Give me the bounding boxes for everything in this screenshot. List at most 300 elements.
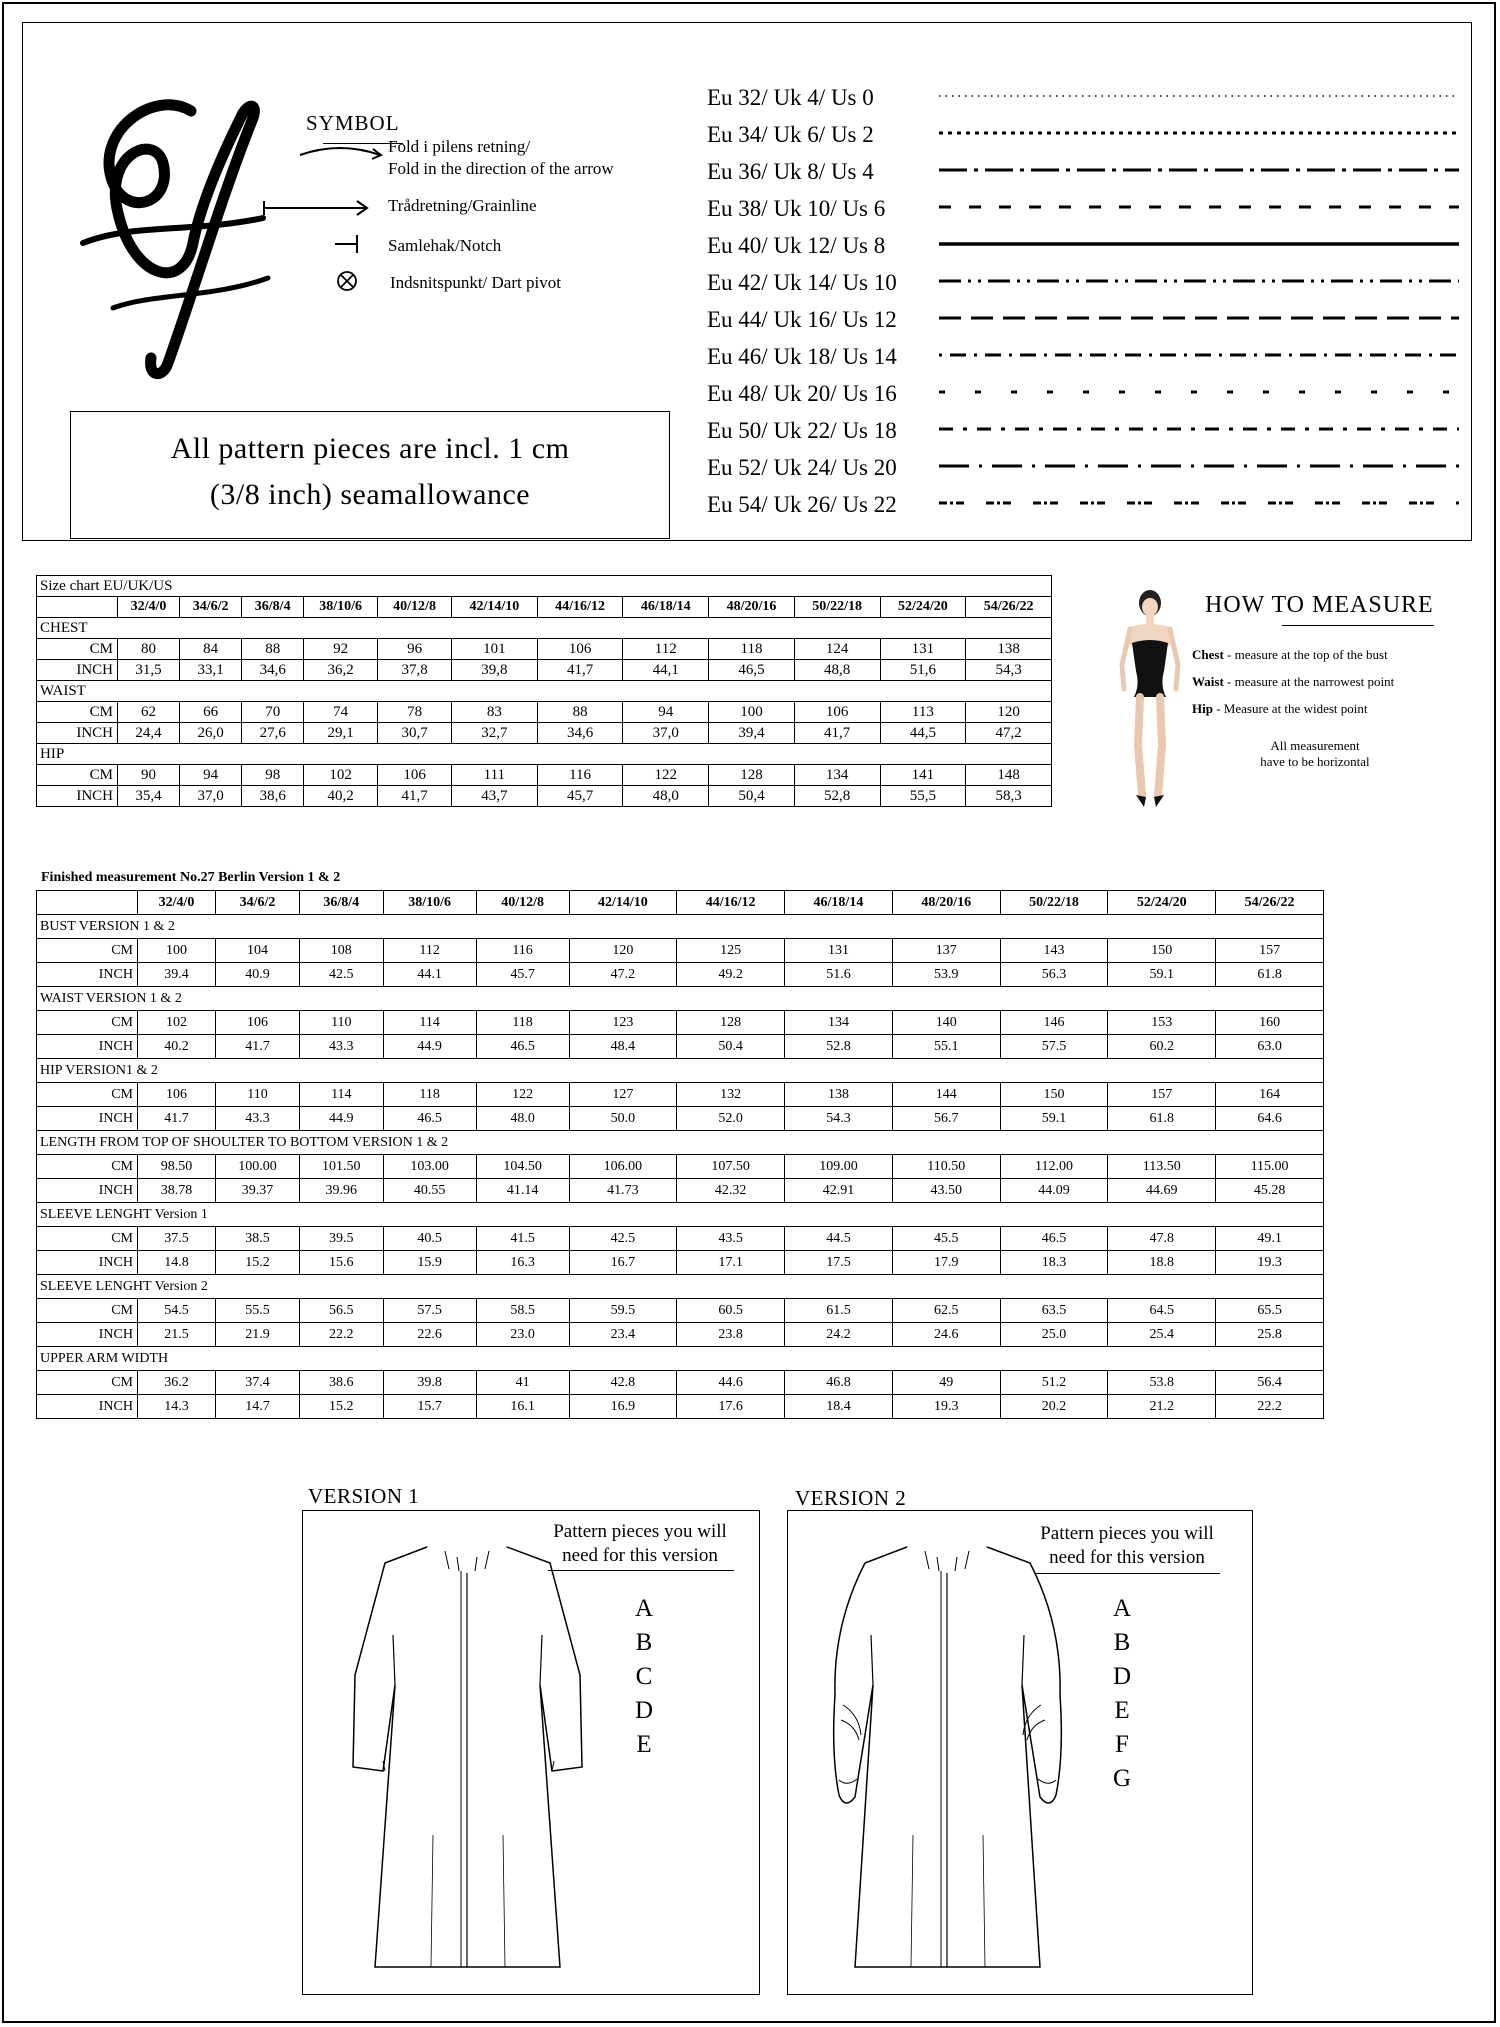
size-legend-row — [707, 377, 1467, 414]
measurement-cell: 58,3 — [966, 786, 1052, 807]
measurement-cell: 42.32 — [677, 1179, 785, 1203]
unit-label: INCH — [37, 1107, 138, 1131]
section-row — [37, 681, 1052, 702]
waist-label: Waist — [1192, 674, 1224, 689]
measurement-cell: 21.2 — [1108, 1395, 1216, 1419]
measurement-cell: 19.3 — [892, 1395, 1000, 1419]
measurement-cell: 132 — [677, 1083, 785, 1107]
size-label: Eu 34/ Uk 6/ Us 2 — [707, 122, 874, 147]
measurement-cell: 44.1 — [383, 963, 476, 987]
measurement-cell: 45.5 — [892, 1227, 1000, 1251]
table-row — [37, 786, 1052, 807]
measurement-cell: 44.6 — [677, 1371, 785, 1395]
measurement-cell: 42.5 — [299, 963, 383, 987]
unit-label: INCH — [37, 1035, 138, 1059]
measurement-cell: 134 — [785, 1011, 893, 1035]
measurement-cell: 38.6 — [299, 1371, 383, 1395]
size-legend-row — [707, 303, 1467, 340]
pattern-piece: B — [635, 1629, 653, 1656]
size-col-header: 46/18/14 — [785, 891, 893, 915]
measurement-cell: 157 — [1216, 939, 1324, 963]
size-col-header: 40/12/8 — [378, 597, 452, 618]
measurement-cell: 15.2 — [299, 1395, 383, 1419]
measurement-cell: 15.6 — [299, 1251, 383, 1275]
measurement-cell: 112 — [623, 639, 709, 660]
measurement-cell: 53.9 — [892, 963, 1000, 987]
section-row — [37, 1059, 1324, 1083]
brand-logo-icon — [73, 93, 273, 383]
size-col-header: 54/26/22 — [1216, 891, 1324, 915]
measurement-cell: 94 — [623, 702, 709, 723]
unit-label: INCH — [37, 1251, 138, 1275]
measurement-cell: 116 — [476, 939, 569, 963]
version-1-coat-illustration — [335, 1535, 600, 1980]
measurement-cell: 44.5 — [785, 1227, 893, 1251]
table-row — [37, 1323, 1324, 1347]
hip-instruction — [1192, 701, 1367, 717]
measurement-cell: 92 — [304, 639, 378, 660]
size-chart-title-row — [37, 576, 1052, 597]
measurement-cell: 131 — [785, 939, 893, 963]
hip-label: Hip — [1192, 701, 1213, 716]
waist-text: - measure at the narrowest point — [1223, 674, 1395, 689]
section-row — [37, 987, 1324, 1011]
measurement-cell: 55,5 — [880, 786, 966, 807]
pattern-piece: D — [1112, 1663, 1132, 1690]
measurement-cell: 16.1 — [476, 1395, 569, 1419]
measurement-cell: 24.6 — [892, 1323, 1000, 1347]
measurement-cell: 46.5 — [476, 1035, 569, 1059]
measurement-cell: 146 — [1000, 1011, 1108, 1035]
pieces-line-1: Pattern pieces you will — [553, 1521, 727, 1542]
pattern-piece: F — [1115, 1731, 1129, 1758]
notch-label: Samlehak/Notch — [388, 236, 502, 255]
measurement-cell: 44,5 — [880, 723, 966, 744]
measurement-cell: 20.2 — [1000, 1395, 1108, 1419]
table-row — [37, 1155, 1324, 1179]
pattern-piece: B — [1113, 1629, 1131, 1656]
measurement-cell: 49 — [892, 1371, 1000, 1395]
size-label: Eu 44/ Uk 16/ Us 12 — [707, 307, 897, 332]
table-row — [37, 1371, 1324, 1395]
measurement-cell: 34,6 — [242, 660, 304, 681]
pieces-line-1: Pattern pieces you will — [1040, 1523, 1214, 1544]
measurement-cell: 37.5 — [138, 1227, 216, 1251]
unit-label: INCH — [37, 660, 118, 681]
measurement-cell: 118 — [709, 639, 795, 660]
size-legend-row — [707, 81, 1467, 118]
measurement-cell: 98.50 — [138, 1155, 216, 1179]
measurement-cell: 46.5 — [1000, 1227, 1108, 1251]
measurement-cell: 55.5 — [216, 1299, 300, 1323]
size-col-header: 42/14/10 — [452, 597, 538, 618]
measurement-cell: 19.3 — [1216, 1251, 1324, 1275]
measurement-cell: 150 — [1000, 1083, 1108, 1107]
measurement-cell: 100 — [709, 702, 795, 723]
measurement-cell: 59.1 — [1000, 1107, 1108, 1131]
table-row — [37, 939, 1324, 963]
measurement-cell: 113 — [880, 702, 966, 723]
size-col-header: 54/26/22 — [966, 597, 1052, 618]
measurement-cell: 98 — [242, 765, 304, 786]
measurement-cell: 22.2 — [1216, 1395, 1324, 1419]
measurement-cell: 148 — [966, 765, 1052, 786]
chest-label: Chest — [1192, 647, 1224, 662]
measurement-cell: 17.6 — [677, 1395, 785, 1419]
size-col-header: 36/8/4 — [242, 597, 304, 618]
measurement-cell: 101 — [452, 639, 538, 660]
measurement-cell: 112.00 — [1000, 1155, 1108, 1179]
measurement-cell: 113.50 — [1108, 1155, 1216, 1179]
section-row — [37, 744, 1052, 765]
how-to-measure-title: HOW TO MEASURE — [1205, 592, 1434, 618]
fold-arrow-icon — [295, 141, 385, 163]
measurement-cell: 34,6 — [537, 723, 623, 744]
size-col-header: 38/10/6 — [304, 597, 378, 618]
measurement-cell: 41,7 — [537, 660, 623, 681]
size-line-style — [939, 155, 1461, 185]
measurement-cell: 60.5 — [677, 1299, 785, 1323]
measurement-cell: 41.5 — [476, 1227, 569, 1251]
measurement-cell: 47,2 — [966, 723, 1052, 744]
measurement-cell: 60.2 — [1108, 1035, 1216, 1059]
measurement-cell: 49.2 — [677, 963, 785, 987]
measurement-cell: 43.5 — [677, 1227, 785, 1251]
measurement-cell: 48,8 — [794, 660, 880, 681]
measurement-cell: 141 — [880, 765, 966, 786]
measurement-cell: 39,8 — [452, 660, 538, 681]
size-line-style — [939, 377, 1461, 407]
measurement-cell: 125 — [677, 939, 785, 963]
unit-label: CM — [37, 1299, 138, 1323]
table-row — [37, 1395, 1324, 1419]
measurement-cell: 41.14 — [476, 1179, 569, 1203]
pieces-line-2: need for this version — [562, 1545, 718, 1566]
measurement-cell: 40.2 — [138, 1035, 216, 1059]
measurement-cell: 43,7 — [452, 786, 538, 807]
measurement-cell: 40,2 — [304, 786, 378, 807]
size-col-header: 52/24/20 — [880, 597, 966, 618]
measurement-cell: 27,6 — [242, 723, 304, 744]
measurement-cell: 143 — [1000, 939, 1108, 963]
measurement-cell: 38.78 — [138, 1179, 216, 1203]
measurement-cell: 63.5 — [1000, 1299, 1108, 1323]
size-line-style — [939, 229, 1461, 259]
measurement-cell: 124 — [794, 639, 880, 660]
measurement-cell: 18.4 — [785, 1395, 893, 1419]
measurement-cell: 17.5 — [785, 1251, 893, 1275]
measurement-cell: 41,7 — [378, 786, 452, 807]
table-row — [37, 702, 1052, 723]
size-label: Eu 46/ Uk 18/ Us 14 — [707, 344, 897, 369]
unit-label: CM — [37, 1011, 138, 1035]
size-col-header: 34/6/2 — [216, 891, 300, 915]
size-legend-row — [707, 192, 1467, 229]
measurement-cell: 26,0 — [180, 723, 242, 744]
section-name: CHEST — [37, 618, 1052, 639]
measurement-cell: 44,1 — [623, 660, 709, 681]
section-name: UPPER ARM WIDTH — [37, 1347, 1324, 1371]
measurement-cell: 108 — [299, 939, 383, 963]
note-line-1: All measurement — [1270, 738, 1360, 753]
measurement-cell: 106 — [138, 1083, 216, 1107]
measurement-cell: 114 — [383, 1011, 476, 1035]
section-row — [37, 1203, 1324, 1227]
measurement-cell: 52.0 — [677, 1107, 785, 1131]
section-row — [37, 1131, 1324, 1155]
measurement-cell: 16.7 — [569, 1251, 677, 1275]
measurement-cell: 38,6 — [242, 786, 304, 807]
measurement-cell: 14.8 — [138, 1251, 216, 1275]
unit-label: CM — [37, 639, 118, 660]
measurement-cell: 31,5 — [118, 660, 180, 681]
symbol-title: SYMBOL — [306, 111, 400, 135]
measurement-cell: 40.55 — [383, 1179, 476, 1203]
section-name: HIP VERSION1 & 2 — [37, 1059, 1324, 1083]
size-line-style — [939, 118, 1461, 148]
size-chart-header-row — [37, 597, 1052, 618]
size-chart-table — [36, 575, 1052, 807]
measurement-cell: 15.2 — [216, 1251, 300, 1275]
measurement-cell: 56.5 — [299, 1299, 383, 1323]
measurement-cell: 25.4 — [1108, 1323, 1216, 1347]
measurement-cell: 104 — [216, 939, 300, 963]
measurement-cell: 48,0 — [623, 786, 709, 807]
measurement-cell: 39.5 — [299, 1227, 383, 1251]
measurement-cell: 131 — [880, 639, 966, 660]
measurement-cell: 88 — [242, 639, 304, 660]
seam-line-2: (3/8 inch) seamallowance — [209, 478, 531, 511]
table-row — [37, 1251, 1324, 1275]
measurement-cell: 43.50 — [892, 1179, 1000, 1203]
seam-allowance-note — [70, 411, 670, 539]
size-label: Eu 50/ Uk 22/ Us 18 — [707, 418, 897, 443]
size-col-header: 46/18/14 — [623, 597, 709, 618]
measurement-cell: 29,1 — [304, 723, 378, 744]
measurement-cell: 150 — [1108, 939, 1216, 963]
measurement-cell: 46.8 — [785, 1371, 893, 1395]
size-line-style — [939, 451, 1461, 481]
measurement-cell: 51,6 — [880, 660, 966, 681]
measurement-cell: 44.69 — [1108, 1179, 1216, 1203]
measurement-cell: 57.5 — [383, 1299, 476, 1323]
unit-label: INCH — [37, 1395, 138, 1419]
size-label: Eu 32/ Uk 4/ Us 0 — [707, 85, 874, 110]
measurement-cell: 127 — [569, 1083, 677, 1107]
measurement-cell: 100 — [138, 939, 216, 963]
size-col-header: 50/22/18 — [1000, 891, 1108, 915]
version-1-title: VERSION 1 — [308, 1484, 420, 1508]
measurement-cell: 48.0 — [476, 1107, 569, 1131]
measurement-cell: 137 — [892, 939, 1000, 963]
table-row — [37, 1227, 1324, 1251]
unit-label: CM — [37, 1371, 138, 1395]
size-line-style — [939, 192, 1461, 222]
measurement-cell: 128 — [709, 765, 795, 786]
measurement-cell: 54.3 — [785, 1107, 893, 1131]
measurement-cell: 144 — [892, 1083, 1000, 1107]
size-line-style — [939, 340, 1461, 370]
measurement-cell: 51.2 — [1000, 1371, 1108, 1395]
measurement-cell: 110 — [216, 1083, 300, 1107]
waist-instruction — [1192, 674, 1394, 690]
measurement-cell: 39.96 — [299, 1179, 383, 1203]
size-col-header: 48/20/16 — [709, 597, 795, 618]
measurement-cell: 104.50 — [476, 1155, 569, 1179]
measurement-cell: 36.2 — [138, 1371, 216, 1395]
measurement-cell: 40.9 — [216, 963, 300, 987]
seam-line-1: All pattern pieces are incl. 1 cm — [170, 432, 570, 465]
size-label: Eu 36/ Uk 8/ Us 4 — [707, 159, 874, 184]
measurement-cell: 70 — [242, 702, 304, 723]
measurement-cell: 110 — [299, 1011, 383, 1035]
measurement-cell: 39,4 — [709, 723, 795, 744]
size-label: Eu 42/ Uk 14/ Us 10 — [707, 270, 897, 295]
size-label: Eu 40/ Uk 12/ Us 8 — [707, 233, 886, 258]
size-col-header: 52/24/20 — [1108, 891, 1216, 915]
measurement-cell: 21.5 — [138, 1323, 216, 1347]
size-legend-row — [707, 155, 1467, 192]
measurement-cell: 50.0 — [569, 1107, 677, 1131]
measurement-cell: 96 — [378, 639, 452, 660]
size-legend-row — [707, 451, 1467, 488]
unit-label: INCH — [37, 1179, 138, 1203]
table-row — [37, 963, 1324, 987]
measurement-cell: 46,5 — [709, 660, 795, 681]
measurement-cell: 160 — [1216, 1011, 1324, 1035]
size-chart-title: Size chart EU/UK/US — [37, 576, 1052, 597]
measurement-cell: 90 — [118, 765, 180, 786]
measurement-cell: 59.1 — [1108, 963, 1216, 987]
measurement-cell: 109.00 — [785, 1155, 893, 1179]
table-row — [37, 765, 1052, 786]
section-name: SLEEVE LENGHT Version 2 — [37, 1275, 1324, 1299]
size-legend-row — [707, 488, 1467, 525]
measurement-cell: 42.5 — [569, 1227, 677, 1251]
measurement-cell: 57.5 — [1000, 1035, 1108, 1059]
measurement-cell: 42.8 — [569, 1371, 677, 1395]
finished-header-row — [37, 891, 1324, 915]
version-2-title: VERSION 2 — [795, 1486, 907, 1510]
pieces-underline — [548, 1570, 734, 1571]
measurement-cell: 114 — [299, 1083, 383, 1107]
measurement-cell: 56.7 — [892, 1107, 1000, 1131]
measurement-cell: 94 — [180, 765, 242, 786]
measurement-cell: 24.2 — [785, 1323, 893, 1347]
size-col-header: 32/4/0 — [118, 597, 180, 618]
measurement-cell: 107.50 — [677, 1155, 785, 1179]
measurement-cell: 102 — [304, 765, 378, 786]
measurement-cell: 46.5 — [383, 1107, 476, 1131]
section-row — [37, 915, 1324, 939]
measurement-cell: 38.5 — [216, 1227, 300, 1251]
measurement-cell: 33,1 — [180, 660, 242, 681]
fold-label-da: Fold i pilens retning/ — [388, 137, 531, 156]
size-legend-row — [707, 229, 1467, 266]
measurement-cell: 35,4 — [118, 786, 180, 807]
measurement-cell: 62 — [118, 702, 180, 723]
measurement-cell: 15.9 — [383, 1251, 476, 1275]
size-line-style — [939, 488, 1461, 518]
unit-label: INCH — [37, 1323, 138, 1347]
measurement-cell: 120 — [966, 702, 1052, 723]
measurement-cell: 55.1 — [892, 1035, 1000, 1059]
measurement-cell: 47.8 — [1108, 1227, 1216, 1251]
measurement-cell: 138 — [785, 1083, 893, 1107]
table-row — [37, 1083, 1324, 1107]
section-row — [37, 1275, 1324, 1299]
header-blank — [37, 597, 118, 618]
measurement-cell: 52,8 — [794, 786, 880, 807]
notch-icon — [331, 233, 361, 255]
hip-text: - Measure at the widest point — [1212, 701, 1368, 716]
measurement-cell: 106.00 — [569, 1155, 677, 1179]
measurement-cell: 41.7 — [138, 1107, 216, 1131]
unit-label: CM — [37, 702, 118, 723]
measurement-cell: 102 — [138, 1011, 216, 1035]
measurement-cell: 62.5 — [892, 1299, 1000, 1323]
measurement-cell: 15.7 — [383, 1395, 476, 1419]
measuring-figure-illustration — [1100, 585, 1200, 815]
measurement-cell: 37,8 — [378, 660, 452, 681]
measurement-cell: 78 — [378, 702, 452, 723]
measurement-cell: 36,2 — [304, 660, 378, 681]
size-line-legend — [707, 81, 1467, 525]
measurement-cell: 48.4 — [569, 1035, 677, 1059]
pieces-line-2: need for this version — [1049, 1547, 1205, 1568]
measurement-cell: 64.6 — [1216, 1107, 1324, 1131]
measurement-cell: 116 — [537, 765, 623, 786]
measurement-cell: 18.8 — [1108, 1251, 1216, 1275]
measurement-cell: 30,7 — [378, 723, 452, 744]
table-row — [37, 1299, 1324, 1323]
unit-label: CM — [37, 1227, 138, 1251]
version-1-pieces-title — [530, 1520, 750, 1568]
section-name: WAIST VERSION 1 & 2 — [37, 987, 1324, 1011]
size-label: Eu 54/ Uk 26/ Us 22 — [707, 492, 897, 517]
measurement-cell: 53.8 — [1108, 1371, 1216, 1395]
table-row — [37, 660, 1052, 681]
measurement-cell: 111 — [452, 765, 538, 786]
unit-label: CM — [37, 765, 118, 786]
unit-label: INCH — [37, 786, 118, 807]
pattern-piece: E — [636, 1731, 652, 1758]
measurement-cell: 39.37 — [216, 1179, 300, 1203]
size-col-header: 50/22/18 — [794, 597, 880, 618]
size-col-header: 44/16/12 — [677, 891, 785, 915]
symbol-legend-box — [22, 22, 1472, 541]
measurement-cell: 101.50 — [299, 1155, 383, 1179]
measurement-cell: 39.4 — [138, 963, 216, 987]
unit-label: INCH — [37, 723, 118, 744]
measurement-cell: 138 — [966, 639, 1052, 660]
measurement-cell: 14.3 — [138, 1395, 216, 1419]
size-col-header: 38/10/6 — [383, 891, 476, 915]
measurement-cell: 118 — [476, 1011, 569, 1035]
measurement-cell: 41,7 — [794, 723, 880, 744]
pattern-piece: C — [635, 1663, 653, 1690]
finished-measurement-title: Finished measurement No.27 Berlin Version 1 & 2 — [41, 870, 341, 885]
section-name: LENGTH FROM TOP OF SHOULTER TO BOTTOM VERSION 1 & 2 — [37, 1131, 1324, 1155]
measurement-cell: 128 — [677, 1011, 785, 1035]
pattern-piece: D — [634, 1697, 654, 1724]
measurement-cell: 44.9 — [299, 1107, 383, 1131]
measurement-cell: 47.2 — [569, 963, 677, 987]
measurement-cell: 51.6 — [785, 963, 893, 987]
measurement-cell: 37,0 — [180, 786, 242, 807]
measurement-cell: 17.9 — [892, 1251, 1000, 1275]
unit-label: CM — [37, 1083, 138, 1107]
